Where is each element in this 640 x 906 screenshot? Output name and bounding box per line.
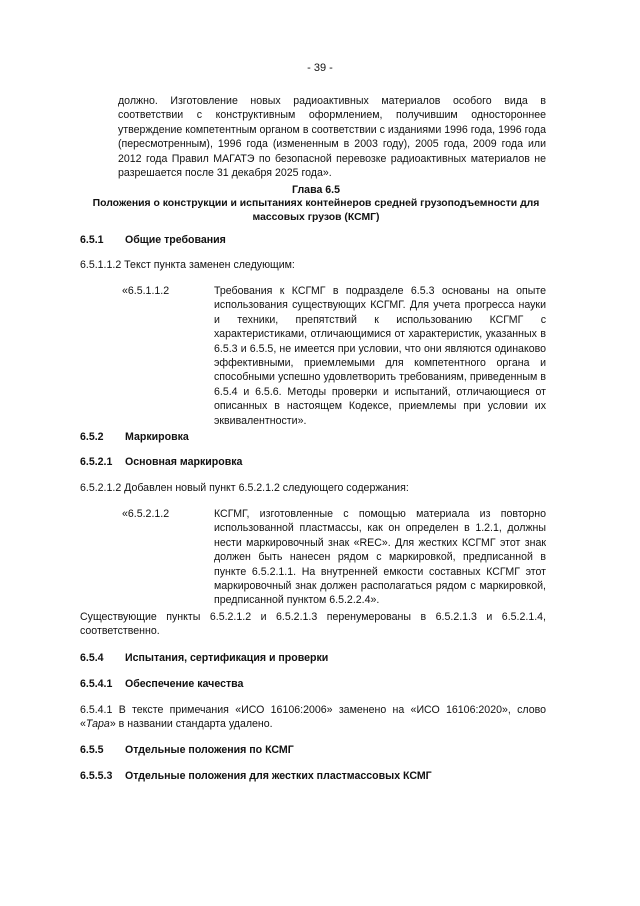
section-title: Маркировка: [125, 431, 189, 443]
chapter-label: Глава 6.5: [291, 184, 341, 196]
quote-number-6-5-2-1-2: «6.5.2.1.2: [122, 508, 170, 520]
chapter-title: Положения о конструкции и испытаниях контейнеров средней грузоподъемности для массовых грузов (КСМГ): [92, 198, 540, 223]
amendment-6-5-4-1: [80, 703, 546, 732]
amendment-6-5-4-1-suffix: » в названии стандарта удалено.: [109, 718, 273, 731]
section-number: 6.5.5.3: [80, 770, 113, 782]
section-number: 6.5.1: [80, 234, 104, 246]
section-number: 6.5.5: [80, 744, 104, 756]
amendment-6-5-4-1-prefix: 6.5.4.1 В тексте примечания «ИСО 16106:2006» заменено на «ИСО 16106:2020», слово «: [80, 704, 546, 731]
amendment-6-5-2-1-2-intro: 6.5.2.1.2 Добавлен новый пункт 6.5.2.1.2 следующего содержания:: [80, 482, 409, 494]
renumber-paragraph: Существующие пункты 6.5.2.1.2 и 6.5.2.1.3 перенумерованы в 6.5.2.1.3 и 6.5.2.1.4, соответственно.: [80, 611, 546, 638]
quote-text-6-5-2-1-2: КСГМГ, изготовленные с помощью материала из повторно использованной пластмассы, как он определен в 1.2.1, должны нести маркировочный знак «REC». Для жестких КСГМГ этот знак должен быть нанесен рядом с маркировкой, предписанной в пункте 6.5.2.1.1. На внутренней емкости составных КСГМГ этот маркировочный знак должен располагаться рядом с маркировкой, предписанной пунктом 6.5.2.2.4».: [214, 508, 546, 607]
section-title: Отдельные положения по КСМГ: [125, 744, 294, 756]
section-title: Основная маркировка: [125, 456, 243, 468]
section-number: 6.5.4: [80, 652, 104, 664]
section-title: Общие требования: [125, 234, 226, 246]
quote-text-6-5-1-1-2: Требования к КСГМГ в подразделе 6.5.3 основаны на опыте использования существующих КСГМГ. Для учета прогресса науки и техники, препятствий к использованию КСГМГ с характеристиками, отличающимися от характеристик, указанных в 6.5.3 и 6.5.5, не имеется при условии, что они являются одинаково эффективными, приемлемыми для компетентного органа и способными успешно удовлетворить требованиям, приведенным в 6.5.4 и 6.5.6. Методы проверки и испытаний, отличающиеся от описанных в настоящем Кодексе, приемлемы при условии их эквивалентности».: [214, 285, 546, 427]
section-title: Испытания, сертификация и проверки: [125, 652, 329, 664]
section-number: 6.5.2: [80, 431, 104, 443]
page-number: - 39 -: [307, 62, 333, 74]
section-number: 6.5.4.1: [80, 678, 113, 690]
quote-number-6-5-1-1-2: «6.5.1.1.2: [122, 285, 170, 297]
section-title: Отдельные положения для жестких пластмассовых КСМГ: [125, 770, 432, 782]
amendment-6-5-4-1-italic-word: Тара: [85, 718, 110, 731]
section-number: 6.5.2.1: [80, 456, 113, 468]
intro-paragraph: должно. Изготовление новых радиоактивных материалов особого вида в соответствии с конструктивным оформлением, получившим одностороннее утверждение компетентным органом в соответствии с изданиями 1996 года, 1996 года (пересмотренным), 1996 года (измененным в 2003 году), 2005 года, 2009 года или 2012 года Правил МАГАТЭ по безопасной перевозке радиоактивных материалов не разрешается после 31 декабря 2025 года».: [118, 95, 546, 180]
section-title: Обеспечение качества: [125, 678, 244, 690]
amendment-6-5-1-1-2-intro: 6.5.1.1.2 Текст пункта заменен следующим:: [80, 259, 295, 271]
